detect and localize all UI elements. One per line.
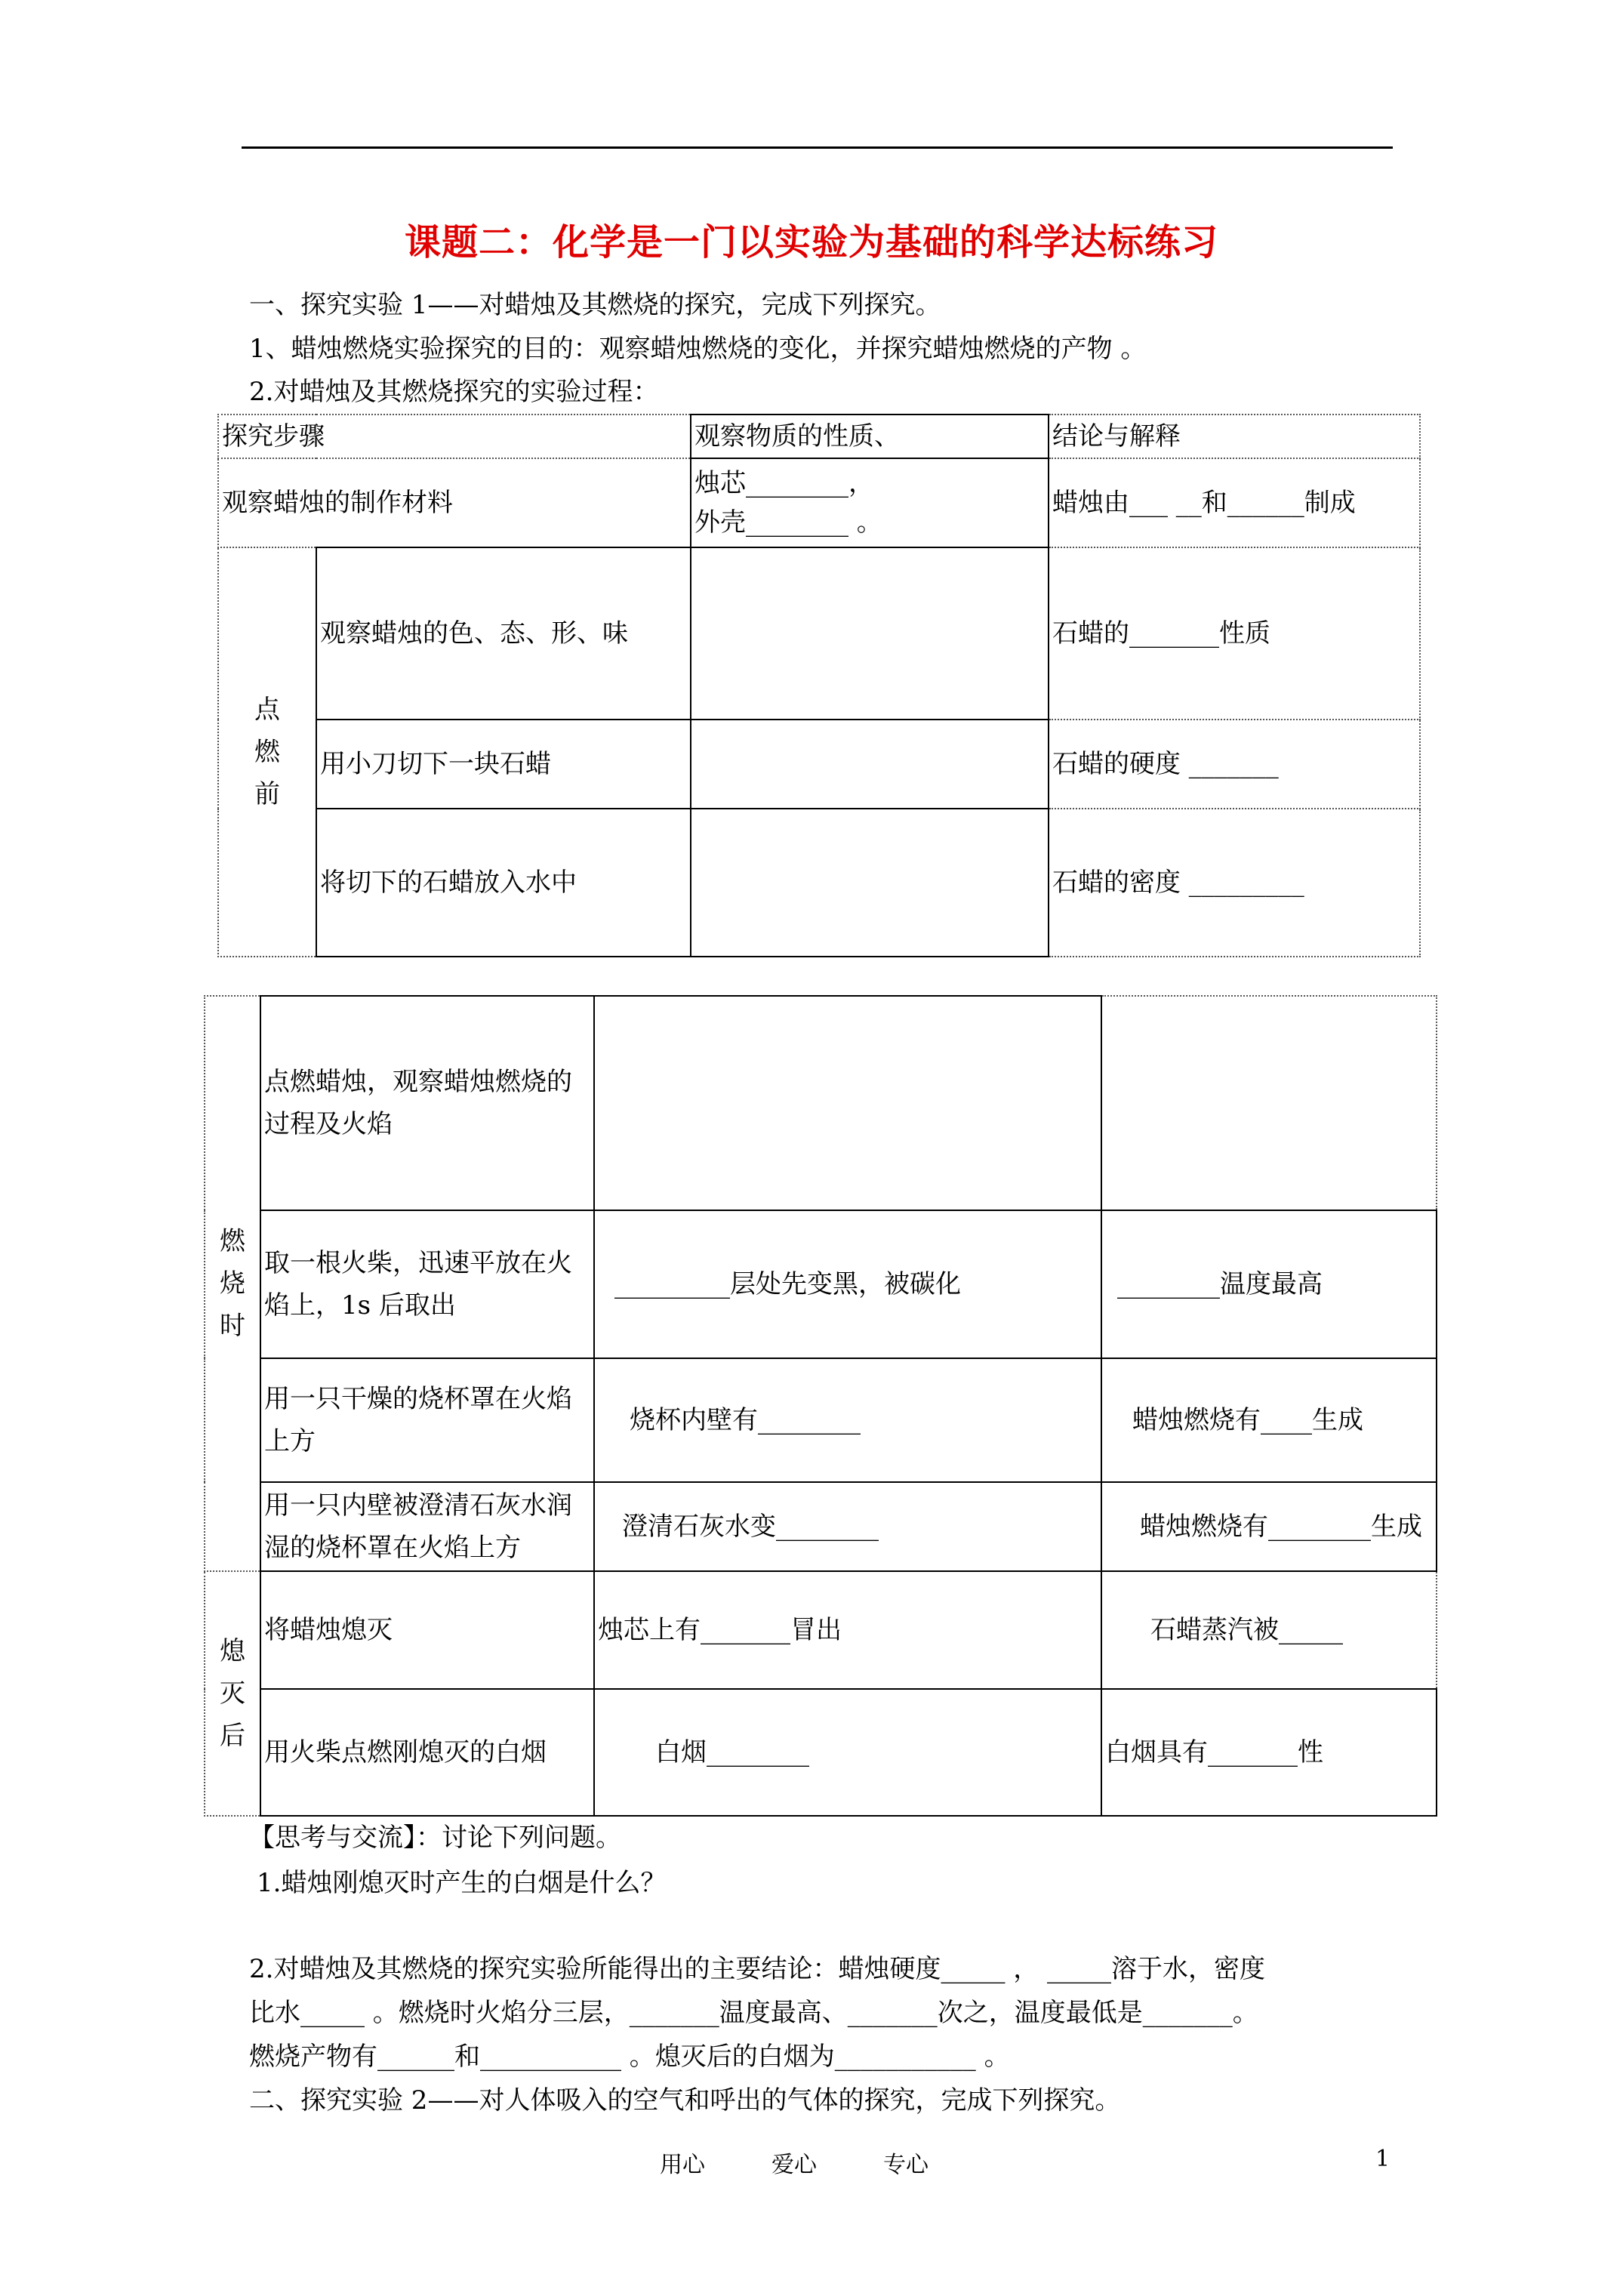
conclusion-cell: 蜡烛由___ __和______制成 — [1049, 458, 1420, 547]
table-row — [205, 1210, 1437, 1358]
conclusion-cell: 白烟具有_______性 — [1101, 1689, 1437, 1816]
conclusion-cell — [1101, 996, 1437, 1210]
discussion-question-1: 1.蜡烛刚熄灭时产生的白烟是什么？ — [257, 1868, 667, 1898]
observation-cell — [691, 547, 1049, 720]
table-row — [218, 720, 1420, 809]
table-row — [218, 547, 1420, 720]
table-row — [205, 996, 1437, 1210]
group-label-burning — [205, 996, 260, 1571]
step-cell: 用火柴点燃刚熄灭的白烟 — [260, 1689, 594, 1816]
table-row — [205, 1482, 1437, 1571]
discussion-heading: 【思考与交流】：讨论下列问题。 — [249, 1823, 621, 1853]
observation-cell — [594, 996, 1101, 1210]
observation-cell: _________层处先变黑，被碳化 — [594, 1210, 1101, 1358]
conclusion-cell: 蜡烛燃烧有____生成 — [1101, 1358, 1437, 1482]
observation-cell: 澄清石灰水变________ — [594, 1482, 1101, 1571]
intro-line-2: 1、蜡烛燃烧实验探究的目的：观察蜡烛燃烧的变化，并探究蜡烛燃烧的产物 。 — [249, 334, 1147, 364]
step-cell: 观察蜡烛的制作材料 — [218, 458, 691, 547]
step-cell: 将切下的石蜡放入水中 — [316, 809, 691, 957]
observation-cell — [691, 720, 1049, 809]
observation-cell — [691, 809, 1049, 957]
conclusion-cell: 石蜡的硬度 _______ — [1049, 720, 1420, 809]
discussion-question-2-line-2: 比水_____ 。燃烧时火焰分三层，_______温度最高、_______次之，温度最低是_______。 — [249, 1998, 1258, 2028]
conclusion-cell: 石蜡的密度 _________ — [1049, 809, 1420, 957]
group-label-text: 点燃前 — [254, 695, 280, 809]
step-cell: 用一只内壁被澄清石灰水润湿的烧杯罩在火焰上方 — [260, 1482, 594, 1571]
header-observation: 观察物质的性质、 — [691, 415, 1049, 458]
table-row — [205, 1358, 1437, 1482]
step-cell: 观察蜡烛的色、态、形、味 — [316, 547, 691, 720]
step-cell: 用一只干燥的烧杯罩在火焰上方 — [260, 1358, 594, 1482]
step-cell: 点燃蜡烛，观察蜡烛燃烧的过程及火焰 — [260, 996, 594, 1210]
group-label-text: 熄灭后 — [220, 1636, 245, 1751]
table-row — [205, 1571, 1437, 1689]
table-row — [218, 809, 1420, 957]
obs-shell: 外壳________ 。 — [694, 507, 882, 538]
step-cell: 取一根火柴，迅速平放在火焰上，1s 后取出 — [260, 1210, 594, 1358]
table-row — [218, 458, 1420, 547]
conclusion-cell: 蜡烛燃烧有________生成 — [1101, 1482, 1437, 1571]
conclusion-cell: 石蜡的_______性质 — [1049, 547, 1420, 720]
observation-cell: 白烟________ — [594, 1689, 1101, 1816]
observation-cell: 烧杯内壁有________ — [594, 1358, 1101, 1482]
conclusion-cell: ________温度最高 — [1101, 1210, 1437, 1358]
footer-motto-2: 爱心 — [771, 2152, 817, 2178]
footer-motto-1: 用心 — [660, 2152, 705, 2178]
table-header-row — [218, 415, 1420, 458]
table-row — [205, 1689, 1437, 1816]
obs-wick: 烛芯________， — [694, 468, 874, 498]
step-cell: 用小刀切下一块石蜡 — [316, 720, 691, 809]
header-rule — [242, 146, 1393, 149]
observation-cell — [691, 458, 1049, 547]
discussion-question-2-line-3: 燃烧产物有______和___________ 。熄灭后的白烟为___________ 。 — [249, 2042, 1010, 2072]
header-step: 探究步骤 — [218, 415, 691, 458]
header-conclusion: 结论与解释 — [1049, 415, 1420, 458]
intro-line-1: 一、探究实验 1——对蜡烛及其燃烧的探究，完成下列探究。 — [249, 290, 941, 320]
footer-motto-3: 专心 — [883, 2152, 929, 2178]
group-label-after — [205, 1571, 260, 1816]
page-title: 课题二：化学是一门以实验为基础的科学达标练习 — [404, 221, 1218, 264]
step-cell: 将蜡烛熄灭 — [260, 1571, 594, 1689]
observation-cell: 烛芯上有_______冒出 — [594, 1571, 1101, 1689]
page-number: 1 — [1375, 2146, 1390, 2172]
group-label-text: 燃烧时 — [220, 1226, 245, 1341]
section-2-heading: 二、探究实验 2——对人体吸入的空气和呼出的气体的探究，完成下列探究。 — [249, 2085, 1121, 2116]
intro-line-3: 2.对蜡烛及其燃烧探究的实验过程： — [249, 377, 659, 407]
discussion-question-2-line-1: 2.对蜡烛及其燃烧的探究实验所能得出的主要结论：蜡烛硬度_____ ， _____溶于水，密度 — [249, 1954, 1266, 1984]
conclusion-cell: 石蜡蒸汽被_____ — [1101, 1571, 1437, 1689]
group-label-before — [218, 547, 316, 957]
experiment-table-2 — [204, 995, 1437, 1817]
experiment-table-1 — [217, 414, 1421, 957]
